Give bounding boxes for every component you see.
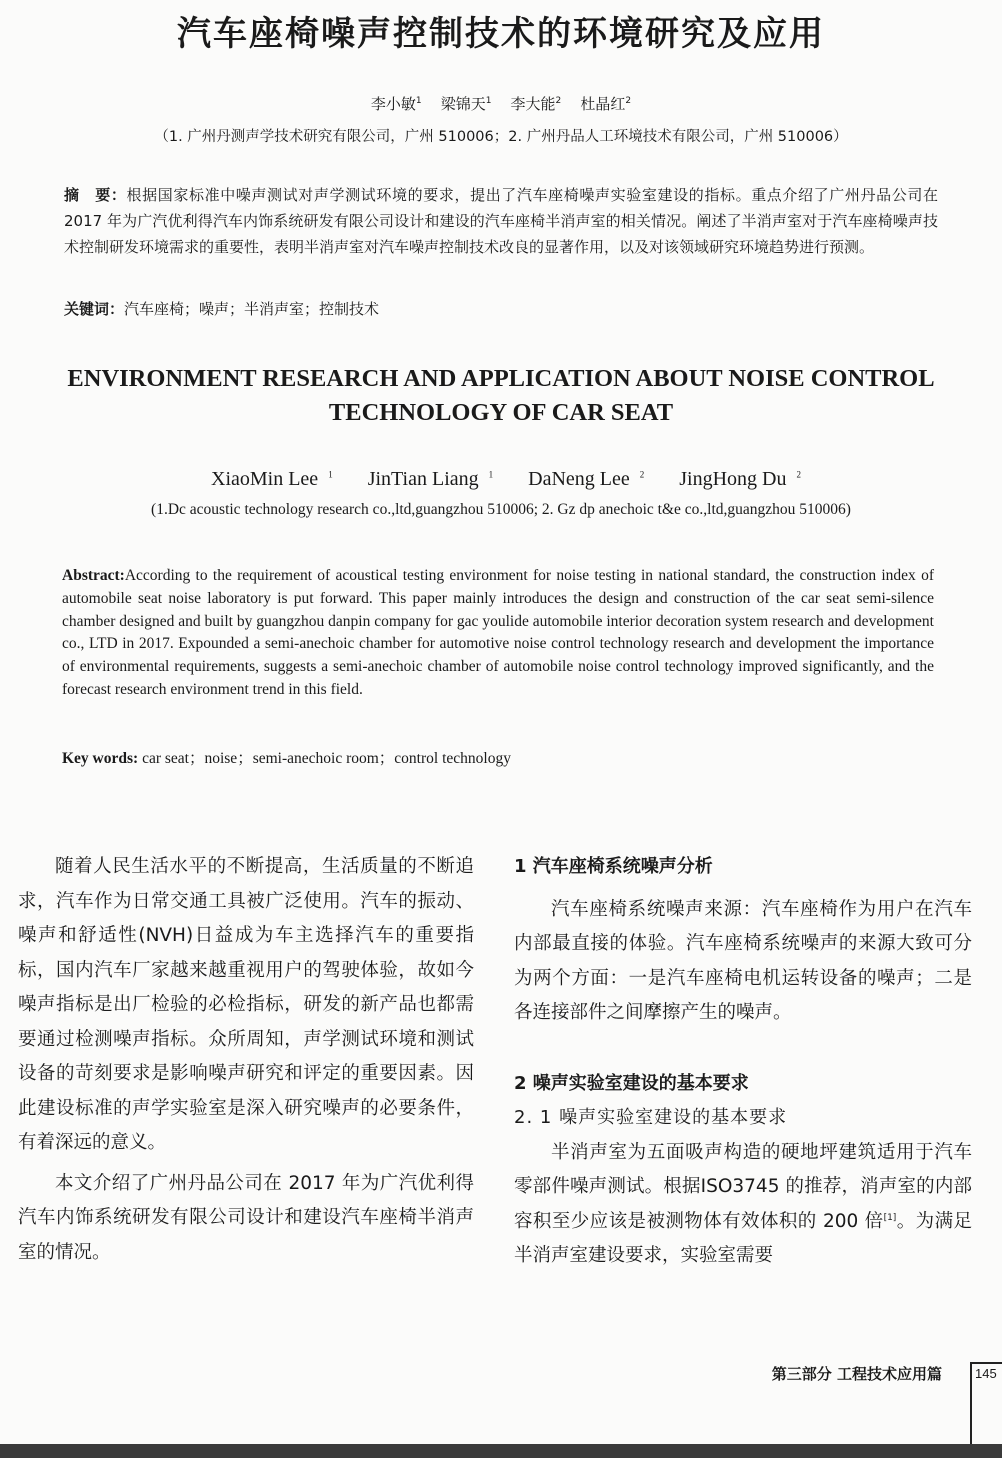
keywords-cn [64,298,938,319]
title-en-line1: ENVIRONMENT RESEARCH AND APPLICATION ABOUT NOISE CONTROL [67,365,935,392]
abstract-text-cn: 根据国家标准中噪声测试对声学测试环境的要求，提出了汽车座椅噪声实验室建设的指标。重点介绍了广州丹品公司在 2017 年为广汽优利得汽车内饰系统研发有限公司设计和建设的汽车座椅半消声室的相关情况。阐述了半消声室对于汽车座椅噪声技术控制研发环境需求的重要性，表明半消声室对汽车噪声控制技术改良的显著作用，以及对该领域研究环境趋势进行预测。 [64,186,938,256]
keywords-text-en: car seat；noise；semi-anechoic room；control technology [138,750,511,767]
section-heading-2: 2 噪声实验室建设的基本要求 [514,1072,749,1094]
abstract-en [62,565,934,702]
keywords-en [62,746,934,768]
author-cn: 杜晶红$^2$ [580,95,632,113]
body-left-column [18,850,474,1270]
title-en-line2: TECHNOLOGY OF CAR SEAT [328,399,674,426]
subsection-heading-2-1: 2. 1 噪声实验室建设的基本要求 [514,1107,788,1128]
body-right-column [514,850,972,1274]
abstract-cn [64,182,938,260]
citation-ref[interactable]: [1] [883,1212,897,1223]
keywords-text-cn: 汽车座椅；噪声；半消声室；控制技术 [124,300,380,318]
paper-title-en [0,362,1002,430]
affiliation-en: (1.Dc acoustic technology research co.,ltd,guangzhou 510006; 2. Gz dp anechoic t&e co.,ltd,guangzhou 510006) [151,501,851,518]
author-cn: 梁锦天$^1$ [440,95,492,113]
abstract-label-cn: 摘 要： [64,186,127,204]
authors-cn [0,93,1002,114]
section-heading-1: 1 汽车座椅系统噪声分析 [514,856,713,877]
abstract-label-en: Abstract: [62,567,125,584]
body-paragraph: 本文介绍了广州丹品公司在 2017 年为广汽优利得汽车内饰系统研发有限公司设计和建设汽车座椅半消声室的情况。 [18,1172,474,1263]
author-en: JingHong Du $^2$ [679,468,801,490]
author-en: JinTian Liang $^1$ [367,468,494,490]
abstract-text-en: According to the requirement of acoustical testing environment for noise testing in national standard, the construction index of automobile seat noise laboratory is put forward. This paper mainly introduces the design and construction of the car seat semi-silence chamber designed and built by guangzhou danpin company for gac youlide automobile interior decoration system research and development co., LTD in 2017. Expounded a semi-anechoic chamber for automotive noise control technology research and development the importance of environmental requirements, suggests a semi-anechoic chamber of automobile noise control technology improved significantly, and the forecast research environment trend in this field. [62,567,934,698]
affiliation-cn: （1. 广州丹测声学技术研究有限公司，广州 510006；2. 广州丹品人工环境技术有限公司，广州 510006） [154,129,848,145]
author-en: XiaoMin Lee $^1$ [211,468,333,490]
paper-title-cn: 汽车座椅噪声控制技术的环境研究及应用 [177,14,825,54]
body-paragraph: 随着人民生活水平的不断提高，生活质量的不断追求，汽车作为日常交通工具被广泛使用。汽车的振动、噪声和舒适性(NVH)日益成为车主选择汽车的重要指标，国内汽车厂家越来越重视用户的驾驶体验，故如今噪声指标是出厂检验的必检指标，研发的新产品也都需要通过检测噪声指标。众所周知，声学测试环境和测试设备的苛刻要求是影响噪声研究和评定的重要因素。因此建设标准的声学实验室是深入研究噪声的必要条件，有着深远的意义。 [18,856,474,1153]
author-cn: 李大能$^2$ [510,95,562,113]
body-paragraph: 汽车座椅系统噪声来源：汽车座椅作为用户在汽车内部最直接的体验。汽车座椅系统噪声的来源大致可分为两个方面：一是汽车座椅电机运转设备的噪声；二是各连接部件之间摩擦产生的噪声。 [514,898,972,1023]
keywords-label-en: Key words: [62,750,139,767]
keywords-label-cn: 关键词： [64,300,125,318]
author-en: DaNeng Lee $^2$ [528,468,645,490]
author-cn: 李小敏$^1$ [370,95,422,113]
footer-section-label: 第三部分 工程技术应用篇 [771,1365,942,1383]
body-paragraph: 半消声室为五面吸声构造的硬地坪建筑适用于汽车零部件噪声测试。根据ISO3745 的推荐，消声室的内部容积至少应该是被测物体有效体积的 200 倍[1]。为满足半消声室建设要求，实验室需要 [514,1141,972,1266]
bottom-scan-edge [0,1444,1002,1458]
authors-en [0,468,1002,491]
page-number: 145 [975,1366,997,1381]
